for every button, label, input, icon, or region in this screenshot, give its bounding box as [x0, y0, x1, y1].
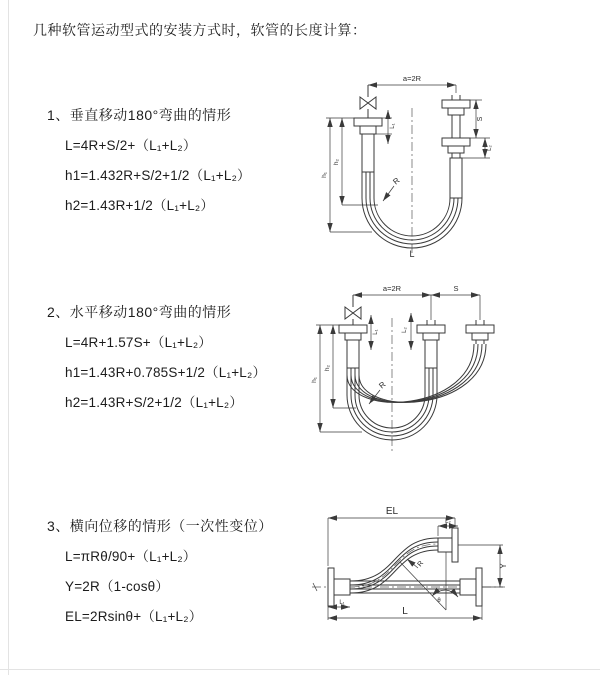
formula-line: EL=2Rsinθ+（L₁+L₂）	[65, 609, 203, 624]
left-pipe-fitting	[339, 325, 367, 368]
right-pipe-fitting	[466, 320, 494, 344]
dim-label-l1: L₁	[339, 600, 345, 606]
dimension-h1	[311, 325, 362, 432]
right-pipe-fitting	[442, 95, 470, 198]
page-edge-line	[0, 669, 600, 670]
section-lateral-displacement	[47, 517, 273, 626]
dim-label-el: EL	[385, 506, 399, 517]
formula-line: h2=1.43R+S/2+1/2（L₁+L₂）	[65, 395, 244, 410]
dim-label-h2: h₂	[324, 364, 331, 372]
dim-label-a2r: a=2R	[382, 284, 402, 293]
right-lower-flange	[460, 568, 482, 606]
radius-leader	[383, 176, 402, 201]
section-3-heading: 3、横向位移的情形（一次性变位）	[47, 518, 273, 534]
dim-label-r: R	[416, 559, 426, 569]
dim-label-h2: h₂	[333, 158, 340, 166]
middle-pipe-fitting	[417, 320, 445, 368]
formula-line: L=4R+S/2+（L₁+L₂）	[65, 138, 197, 153]
dimension-s	[470, 100, 490, 138]
dim-label-l2: L₂	[445, 519, 451, 525]
left-pipe-fitting	[354, 118, 382, 172]
dim-label-l1: L₁	[390, 123, 396, 129]
formula-line: h1=1.432R+S/2+1/2（L₁+L₂）	[65, 168, 251, 183]
raised-flange	[438, 528, 458, 562]
page-title: 几种软管运动型式的安装方式时，软管的长度计算：	[33, 22, 367, 38]
dim-label-l2: L₂	[402, 327, 408, 333]
dim-label-theta: θ	[437, 598, 441, 604]
valve-icon	[360, 85, 376, 118]
dim-label-r: R	[377, 379, 388, 391]
dim-label-h1: h₁	[321, 172, 328, 178]
hose-u-bend-displaced	[347, 344, 486, 402]
section-2-heading: 2、水平移动180°弯曲的情形	[47, 304, 232, 320]
dim-label-l1: L₁	[373, 329, 379, 335]
dim-label-y: Y	[499, 563, 508, 569]
dim-label-r: R	[391, 175, 402, 187]
formula-line: L=πRθ/90+（L₁+L₂）	[65, 549, 197, 564]
diagram-horizontal-180-bend	[308, 280, 593, 465]
section-1-heading: 1、垂直移动180°弯曲的情形	[47, 107, 232, 123]
dimension-l2	[402, 313, 411, 350]
dimension-s	[431, 284, 480, 320]
diagram-lateral-displacement	[300, 500, 595, 665]
valve-icon	[345, 295, 361, 325]
dim-label-l2: L₂	[487, 145, 493, 151]
page-edge-line	[8, 0, 9, 675]
dim-label-h1: h₁	[311, 377, 318, 383]
section-horizontal-movement	[47, 303, 266, 412]
dim-label-a2r: a=2R	[402, 74, 422, 83]
dimension-a2r	[353, 284, 431, 320]
dim-label-l-total: L	[402, 606, 408, 617]
dim-label-s: S	[453, 284, 459, 293]
dimension-el	[328, 506, 455, 569]
formula-line: h2=1.43R+1/2（L₁+L₂）	[65, 198, 215, 213]
dim-label-l-total: L	[409, 249, 415, 259]
section-vertical-movement	[47, 106, 251, 215]
dim-label-s: S	[477, 116, 484, 122]
diagram-vertical-180-bend	[310, 70, 580, 260]
dimension-l1	[376, 110, 396, 144]
radius-leader	[407, 559, 425, 568]
dimension-l	[328, 606, 482, 620]
dimension-a2r	[368, 74, 456, 95]
formula-line: L=4R+1.57S+（L₁+L₂）	[65, 335, 212, 350]
dimension-l1	[371, 315, 379, 350]
formula-line: h1=1.43R+0.785S+1/2（L₁+L₂）	[65, 365, 267, 380]
formula-line: Y=2R（1-cosθ）	[65, 579, 170, 594]
